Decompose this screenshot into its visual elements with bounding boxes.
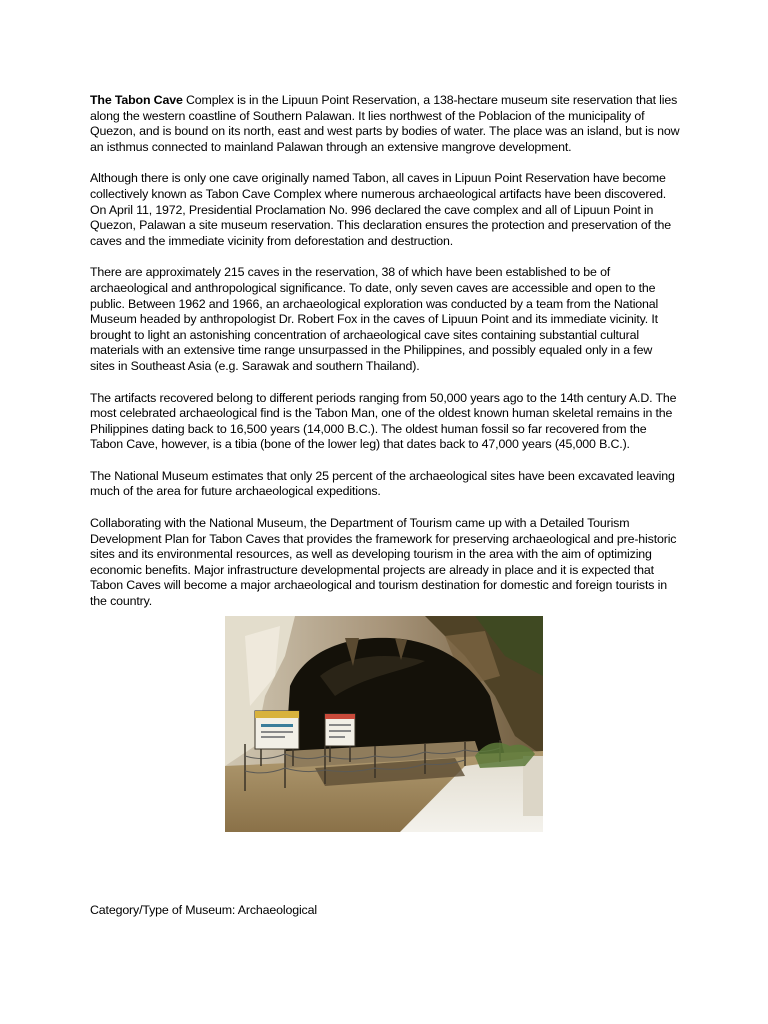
paragraph-lead-title: The Tabon Cave [90, 93, 183, 107]
paragraph-1 [90, 93, 680, 155]
paragraph-5: The National Museum estimates that only 25 percent of the archaeological sites have been excavated leaving much of the area for future archaeological expeditions. [90, 468, 675, 499]
document-body [90, 93, 680, 626]
paragraph-2: Although there is only one cave originally named Tabon, all caves in Lipuun Point Reservation have become collectively known as Tabon Cave Complex where numerous archaeological artifacts have been discovered. On April 11, 1972, Presidential Proclamation No. 996 declared the cave complex and all of Lipuun Point in Quezon, Palawan a site museum reservation. This declaration ensures the protection and preservation of the caves and the immediate vicinity from deforestation and destruction. [90, 171, 672, 248]
paragraph-3: There are approximately 215 caves in the reservation, 38 of which have been established to be of archaeological and anthropological significance. To date, only seven caves are accessible and open to the public. Between 1962 and 1966, an archaeological exploration was conducted by a team from the National Museum headed by anthropologist Dr. Robert Fox in the caves of Lipuun Point and its immediate vicinity. It brought to light an astonishing concentration of archaeological cave sites containing substantial cultural materials with an extensive time range unsurpassed in the Philippines, and possibly equaled only in a few sites in Southeast Asia (e.g. Sarawak and southern Thailand). [90, 265, 659, 373]
museum-category: Category/Type of Museum: Archaeological [90, 903, 317, 917]
paragraph-6: Collaborating with the National Museum, the Department of Tourism came up with a Detailed Tourism Development Plan for Tabon Caves that provides the framework for preserving archaeological and pre-historic sites and its environmental resources, as well as developing tourism in the area with the aim of optimizing economic benefits. Major infrastructure developmental projects are already in place and it is expected that Tabon Caves will become a major archaeological and tourism destination for domestic and foreign tourists in the country. [90, 516, 677, 609]
cave-entrance-photo [225, 616, 543, 832]
paragraph-1-text: Complex is in the Lipuun Point Reservation, a 138-hectare museum site reservation that lies along the western coastline of Southern Palawan. It lies northwest of the Poblacion of the municipality of Quezon, and is bound on its north, east and west parts by bodies of water. The place was an island, but is now an isthmus connected to mainland Palawan through an extensive mangrove development. [90, 93, 680, 154]
paragraph-4: The artifacts recovered belong to different periods ranging from 50,000 years ago to the 14th century A.D. The most celebrated archaeological find is the Tabon Man, one of the oldest known human skeletal remains in the Philippines dating back to 16,500 years (14,000 B.C.). The oldest human fossil so far recovered from the Tabon Cave, however, is a tibia (bone of the lower leg) that dates back to 47,000 years (45,000 B.C.). [90, 390, 677, 452]
